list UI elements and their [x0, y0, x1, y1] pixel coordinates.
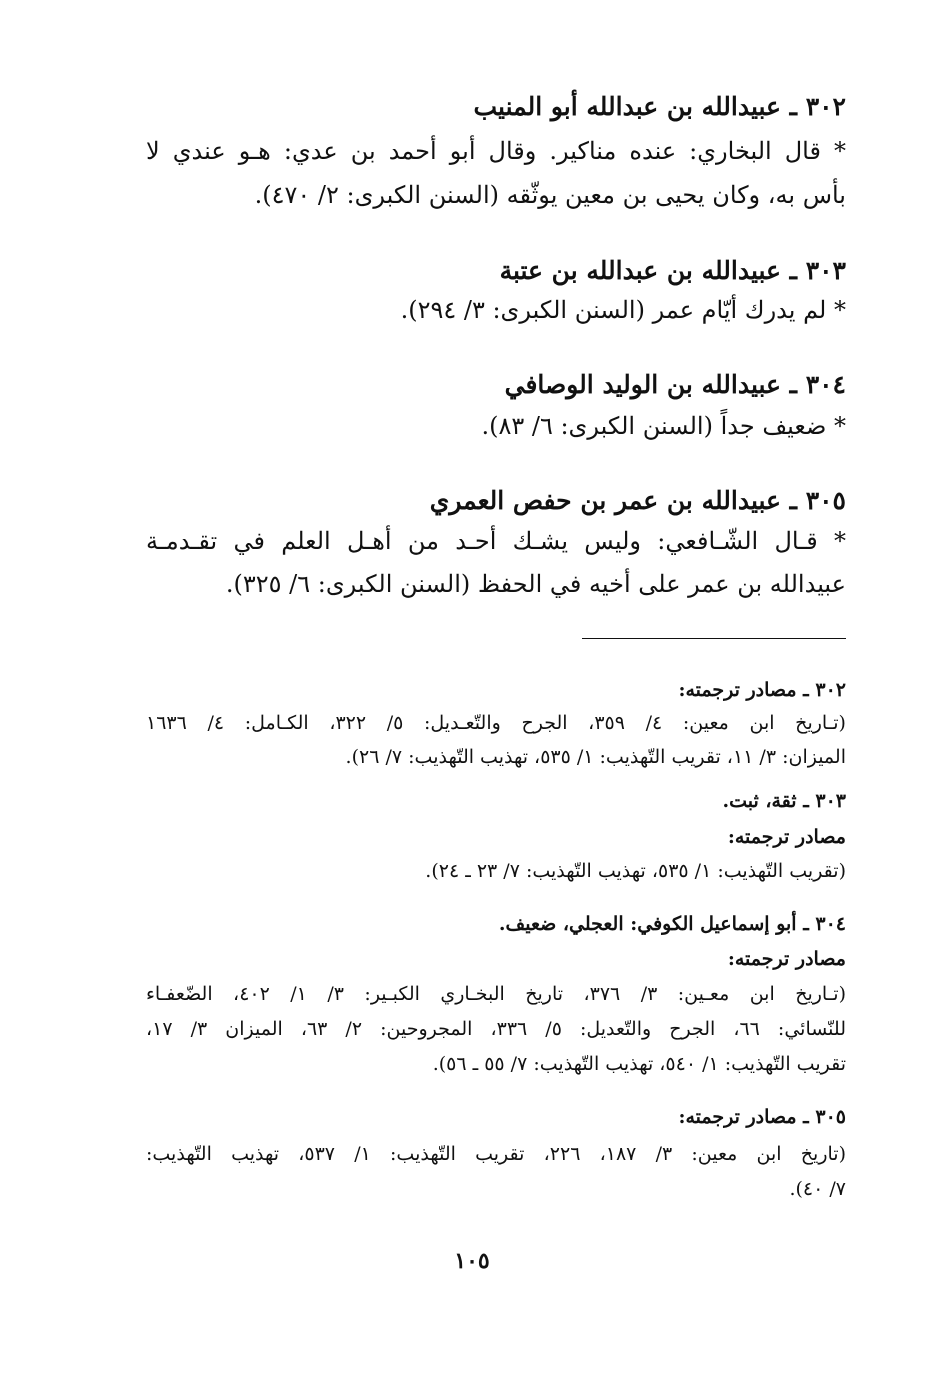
entry-303-text-line-1: * لم يدرك أيّام عمر (السنن الكبرى: ٣/ ٢٩٤). — [400, 296, 846, 324]
footnote-304-line-1: (تـاريخ ابن معـين: ٣/ ٣٧٦، تاريخ البخـاري الكبـير: ٣/ ١/ ٤٠٢، الضّعفـاء — [146, 983, 846, 1005]
entry-305-heading: ٣٠٥ ـ عبيدالله بن عمر بن حفص العمري — [429, 486, 846, 515]
footnote-304-line-2: للنّسائي: ٦٦، الجرح والتّعديل: ٥/ ٣٣٦، المجروحين: ٢/ ٦٣، الميزان ٣/ ١٧، — [146, 1018, 846, 1040]
footnote-305-line-2: ٧/ ٤٠). — [789, 1178, 846, 1200]
entry-302-heading: ٣٠٢ ـ عبيدالله بن عبدالله أبو المنيب — [473, 92, 846, 121]
footnote-separator — [582, 638, 846, 639]
entry-304-heading: ٣٠٤ ـ عبيدالله بن الوليد الوصافي — [504, 370, 846, 399]
footnote-302-heading: ٣٠٢ ـ مصادر ترجمته: — [678, 679, 846, 701]
entry-305-text-line-2: عبيدالله بن عمر على أخيه في الحفظ (السنن الكبرى: ٦/ ٣٢٥). — [225, 570, 846, 598]
entry-305-text-line-1: * قـال الشّـافعي: وليس يشـك أحـد من أهـل العلم في تقـدمـة — [146, 527, 846, 555]
footnote-303-line-1: (تقريب التّهذيب: ١/ ٥٣٥، تهذيب التّهذيب: ٧/ ٢٣ ـ ٢٤). — [425, 860, 846, 882]
footnote-305-line-1: (تاريخ ابن معين: ٣/ ١٨٧، ٢٢٦، تقريب التّهذيب: ١/ ٥٣٧، تهذيب التّهذيب: — [146, 1143, 846, 1165]
footnote-303-heading: ٣٠٣ ـ ثقة، ثبت. — [722, 790, 846, 812]
footnote-302-line-1: (تـاريخ ابن معين: ٤/ ٣٥٩، الجرح والتّعـديل: ٥/ ٣٢٢، الكـامل: ٤/ ١٦٣٦ — [146, 712, 846, 734]
footnote-304-sources-label: مصادر ترجمته: — [727, 948, 846, 970]
entry-303-heading: ٣٠٣ ـ عبيدالله بن عبدالله بن عتبة — [499, 256, 846, 285]
page-number: ١٠٥ — [454, 1248, 490, 1274]
footnote-305-heading: ٣٠٥ ـ مصادر ترجمته: — [678, 1106, 846, 1128]
entry-302-text-line-1: * قال البخاري: عنده مناكير. وقال أبو أحمد بن عدي: هـو عندي لا — [146, 137, 846, 165]
footnote-302-line-2: الميزان: ٣/ ١١، تقريب التّهذيب: ١/ ٥٣٥، تهذيب التّهذيب: ٧/ ٢٦). — [345, 746, 846, 768]
entry-302-text-line-2: بأس به، وكان يحيى بن معين يوثّقه (السنن الكبرى: ٢/ ٤٧٠). — [254, 181, 846, 209]
entry-304-text-line-1: * ضعيف جداً (السنن الكبرى: ٦/ ٨٣). — [481, 412, 846, 440]
footnote-304-line-3: تقريب التّهذيب: ١/ ٥٤٠، تهذيب التّهذيب: ٧/ ٥٥ ـ ٥٦). — [432, 1053, 846, 1075]
footnote-303-sources-label: مصادر ترجمته: — [727, 826, 846, 848]
footnote-304-heading: ٣٠٤ ـ أبو إسماعيل الكوفي: العجلي، ضعيف. — [498, 913, 846, 935]
